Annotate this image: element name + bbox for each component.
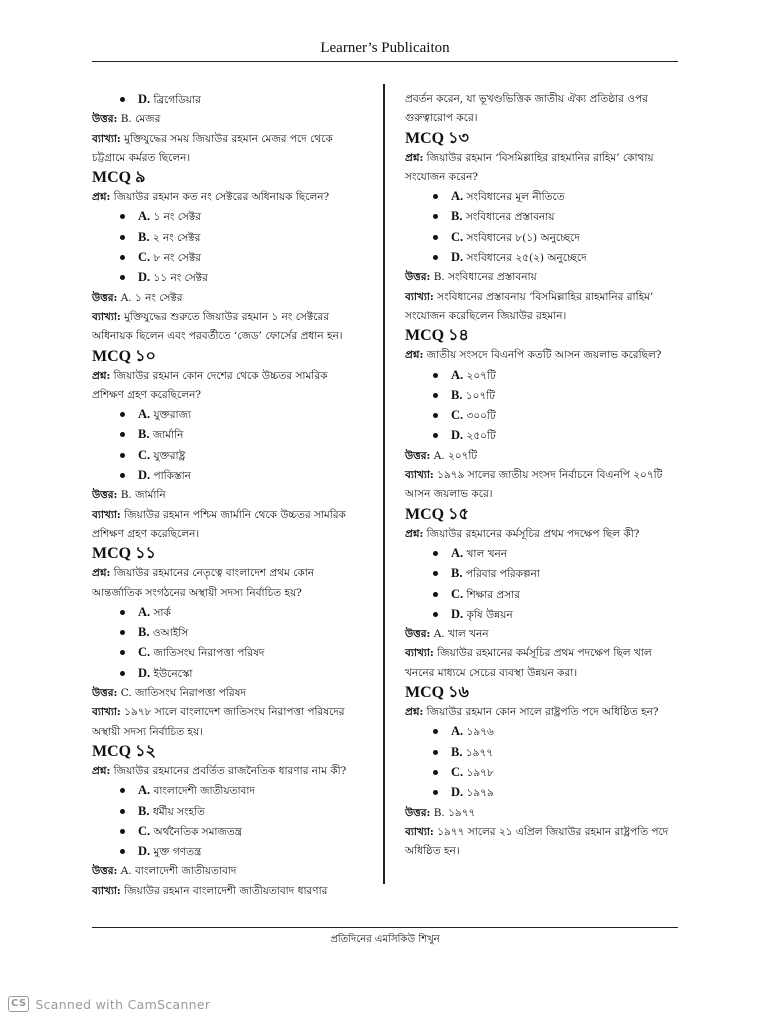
- mcq-block: [92, 168, 362, 346]
- option-item: C. অর্থনৈতিক সমাজতন্ত্র: [120, 822, 362, 842]
- right-column: [405, 90, 675, 861]
- question: প্রশ্ন: জাতীয় সংসদে বিএনপি কতটি আসন জয়লাভ করেছিল?: [405, 349, 662, 362]
- option-item: D. ২৫০টি: [433, 426, 675, 446]
- page-header: Learner’s Publicaiton: [320, 40, 450, 56]
- watermark-text: Scanned with CamScanner: [35, 996, 211, 1012]
- option-item: A. ১ নং সেক্টর: [120, 207, 362, 227]
- mcq-title: MCQ ১০: [92, 347, 156, 365]
- header-rule: [92, 61, 678, 62]
- option-item: D. মুক্ত গণতন্ত্র: [120, 842, 362, 862]
- option-item: A. যুক্তরাজ্য: [120, 405, 362, 425]
- options-list: [405, 187, 675, 268]
- continuation-text: প্রবর্তন করেন, যা ভূখণ্ডভিত্তিক জাতীয় ঐক্য প্রতিষ্ঠার ওপর গুরুত্বারোপ করে।: [405, 93, 648, 125]
- option-item: C. জাতিসংঘ নিরাপত্তা পরিষদ: [120, 643, 362, 663]
- mcq-title: MCQ ৯: [92, 169, 146, 187]
- mcq-block: [405, 129, 675, 327]
- explanation: ব্যাখ্যা: ১৯৭৮ সালে বাংলাদেশ জাতিসংঘ নিরাপত্তা পরিষদের অস্থায়ী সদস্য নির্বাচিত হয়।: [92, 706, 345, 738]
- option-item: D. সংবিধানের ২৫(২) অনুচ্ছেদে: [433, 248, 675, 268]
- question: প্রশ্ন: জিয়াউর রহমানের নেতৃত্বে বাংলাদেশ প্রথম কোন আন্তর্জাতিক সংগঠনের অস্থায়ী সদস্য নির্বাচিত হয়?: [92, 567, 315, 599]
- mcq-title: MCQ ১৩: [405, 129, 469, 147]
- option-item: D. ১৯৭৯: [433, 783, 675, 803]
- option-item: B. ধর্মীয় সংহতি: [120, 802, 362, 822]
- option-item: B. জার্মানি: [120, 425, 362, 445]
- option-item: B. ওআইসি: [120, 623, 362, 643]
- footer-rule: [92, 927, 678, 928]
- mcq-block: [405, 326, 675, 504]
- answer-line: উত্তর: B. ১৯৭৭: [405, 806, 476, 819]
- answer-line: উত্তর: A. বাংলাদেশী জাতীয়তাবাদ: [92, 865, 237, 878]
- explanation: ব্যাখ্যা: মুক্তিযুদ্ধের সময় জিয়াউর রহমান মেজর পদে থেকে চট্টগ্রামে কর্মরত ছিলেন।: [92, 132, 333, 164]
- option-item: A. বাংলাদেশী জাতীয়তাবাদ: [120, 781, 362, 801]
- page-footer: প্রতিদিনের এমসিকিউ শিখুন: [330, 934, 440, 945]
- options-list: [405, 722, 675, 803]
- mcq-block: [405, 683, 675, 861]
- options-list: [92, 405, 362, 486]
- mcq-title: MCQ ১৪: [405, 327, 469, 345]
- option-item: B. ১৯৭৭: [433, 743, 675, 763]
- question: প্রশ্ন: জিয়াউর রহমানের প্রবর্তিত রাজনৈতিক ধারণার নাম কী?: [92, 764, 347, 777]
- explanation: ব্যাখ্যা: মুক্তিযুদ্ধের শুরুতে জিয়াউর রহমান ১ নং সেক্টরের অধিনায়ক ছিলেন এবং পরবর্তীতে ‘জেড’ ফোর্সের প্রধান হন।: [92, 310, 343, 343]
- option-item: C. ৩০০টি: [433, 406, 675, 426]
- explanation: ব্যাখ্যা: সংবিধানের প্রস্তাবনায় ‘বিসমিল্লাহির রাহমানির রাহিম’ সংযোজন করেছিলেন জিয়াউর রহমান।: [405, 290, 654, 322]
- option-item: A. ২০৭টি: [433, 366, 675, 386]
- answer-line: উত্তর: B. মেজর: [92, 113, 161, 126]
- mcq-title: MCQ ১২: [92, 742, 156, 760]
- explanation: ব্যাখ্যা: জিয়াউর রহমানের কর্মসূচির প্রথম পদক্ষেপ ছিল খাল খননের মাধ্যমে সেচের ব্যবস্থা উন্নয়ন করা।: [405, 647, 652, 679]
- answer-line: উত্তর: C. জাতিসংঘ নিরাপত্তা পরিষদ: [92, 687, 246, 700]
- mcq-title: MCQ ১৫: [405, 505, 469, 523]
- options-list: [405, 366, 675, 447]
- mcq-block: [405, 505, 675, 683]
- question: প্রশ্ন: জিয়াউর রহমানের কর্মসূচির প্রথম পদক্ষেপ ছিল কী?: [405, 527, 640, 540]
- mcq-block: [92, 544, 362, 742]
- option-item: C. যুক্তরাষ্ট্র: [120, 446, 362, 466]
- mcq-title: MCQ ১৬: [405, 684, 469, 702]
- options-list: [92, 207, 362, 288]
- mcq-block: [92, 347, 362, 545]
- option-item: D. ১১ নং সেক্টর: [120, 268, 362, 288]
- option-item: A. সার্ক: [120, 603, 362, 623]
- option-item: B. পরিবার পরিকল্পনা: [433, 564, 675, 584]
- lead-options: [92, 90, 362, 110]
- options-list: [405, 544, 675, 625]
- option-item: A. খাল খনন: [433, 544, 675, 564]
- question: প্রশ্ন: জিয়াউর রহমান ‘বিসমিল্লাহির রাহমানির রাহিম’ কোথায় সংযোজন করেন?: [405, 151, 654, 183]
- column-divider: [383, 84, 385, 884]
- scanner-watermark: [8, 996, 210, 1012]
- answer-line: উত্তর: B. জার্মানি: [92, 489, 166, 502]
- option-item: C. ৮ নং সেক্টর: [120, 248, 362, 268]
- option-item: B. সংবিধানের প্রস্তাবনায়: [433, 207, 675, 227]
- option-item: D. ব্রিগেডিয়ার: [120, 90, 362, 110]
- option-item: B. ২ নং সেক্টর: [120, 228, 362, 248]
- question: প্রশ্ন: জিয়াউর রহমান কোন সালে রাষ্ট্রপতি পদে অধিষ্ঠিত হন?: [405, 706, 659, 719]
- option-item: C. ১৯৭৮: [433, 763, 675, 783]
- explanation: ব্যাখ্যা: জিয়াউর রহমান বাংলাদেশী জাতীয়তাবাদ ধারণার: [92, 884, 328, 897]
- option-item: D. ইউনেস্কো: [120, 664, 362, 684]
- option-item: D. পাকিস্তান: [120, 466, 362, 486]
- option-item: D. কৃষি উন্নয়ন: [433, 605, 675, 625]
- answer-line: উত্তর: A. ২০৭টি: [405, 449, 478, 462]
- options-list: [92, 781, 362, 862]
- option-item: A. ১৯৭৬: [433, 722, 675, 742]
- answer-line: উত্তর: B. সংবিধানের প্রস্তাবনায়: [405, 271, 537, 284]
- answer-line: উত্তর: A. খাল খনন: [405, 628, 489, 641]
- camscanner-icon: CS: [8, 996, 29, 1012]
- explanation: ব্যাখ্যা: জিয়াউর রহমান পশ্চিম জার্মানি থেকে উচ্চতর সামরিক প্রশিক্ষণ গ্রহণ করেছিলেন।: [92, 508, 346, 540]
- option-item: C. সংবিধানের ৮(১) অনুচ্ছেদে: [433, 228, 675, 248]
- explanation: ব্যাখ্যা: ১৯৭৭ সালের ২১ এপ্রিল জিয়াউর রহমান রাষ্ট্রপতি পদে অধিষ্ঠিত হন।: [405, 825, 669, 858]
- option-item: C. শিক্ষার প্রসার: [433, 585, 675, 605]
- explanation: ব্যাখ্যা: ১৯৭৯ সালের জাতীয় সংসদ নির্বাচনে বিএনপি ২০৭টি আসন জয়লাভ করে।: [405, 469, 663, 501]
- question: প্রশ্ন: জিয়াউর রহমান কত নং সেক্টরের অধিনায়ক ছিলেন?: [92, 191, 330, 204]
- option-item: A. সংবিধানের মূল নীতিতে: [433, 187, 675, 207]
- question: প্রশ্ন: জিয়াউর রহমান কোন দেশের থেকে উচ্চতর সামরিক প্রশিক্ষণ গ্রহণ করেছিলেন?: [92, 369, 328, 401]
- options-list: [92, 603, 362, 684]
- option-item: B. ১০৭টি: [433, 386, 675, 406]
- left-column: [92, 90, 362, 901]
- answer-line: উত্তর: A. ১ নং সেক্টর: [92, 291, 183, 304]
- mcq-title: MCQ ১১: [92, 545, 156, 563]
- mcq-block: [92, 742, 362, 901]
